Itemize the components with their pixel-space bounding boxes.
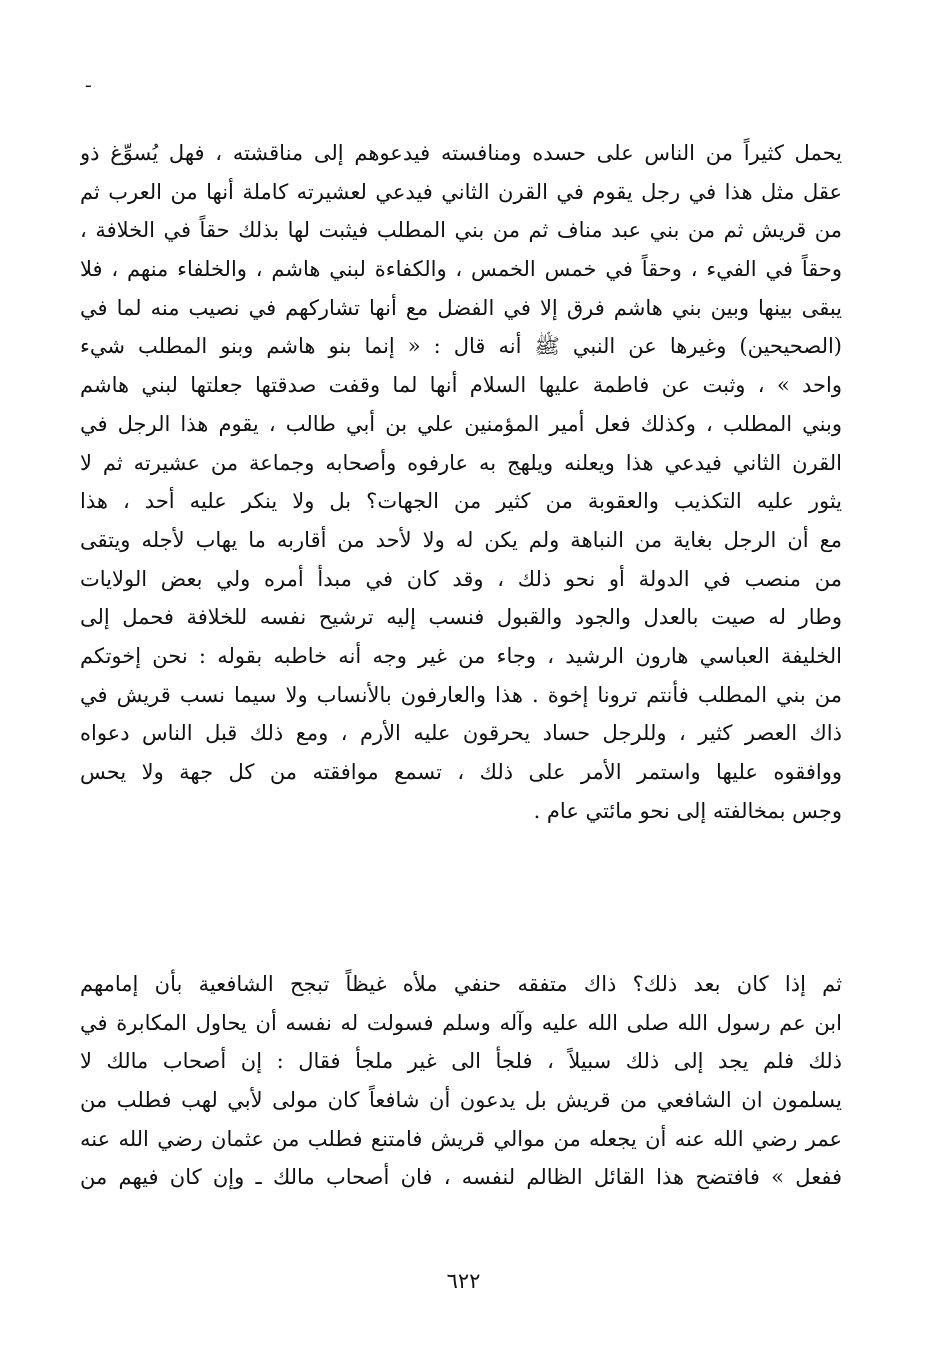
text-line: من بني المطلب فأنتم ترونا إخوة . هذا والعارفون بالأنساب ولا سيما نسب قريش في [80,682,842,707]
text-line: وبني المطلب ، وكذلك فعل أمير المؤمنين علي بن أبي طالب ، يقوم هذا الرجل في [80,411,842,436]
text-line: عقل مثل هذا في رجل يقوم في القرن الثاني فيدعي لعشيرته كاملة أنها من العرب ثم [80,179,842,204]
text-line: القرن الثاني فيدعي هذا ويعلنه ويلهج به عارفوه وأصحابه وجماعة من عشيرته ثم لا [80,450,842,475]
text-line: ذلك فلم يجد إلى ذلك سبيلاً ، فلجأ الى غير ملجأ فقال : إن أصحاب مالك لا [80,1049,842,1074]
text-line: الخليفة العباسي هارون الرشيد ، وجاء من غير وجه أنه خاطبه بقوله : نحن إخوتكم [80,643,842,668]
text-line: يثور عليه التكذيب والعقوبة من كثير من الجهات؟ بل ولا ينكر عليه أحد ، هذا [80,489,842,514]
text-line: ثم إذا كان بعد ذلك؟ ذاك متفقه حنفي ملأه غيظاً تبجح الشافعية بأن إمامهم [80,972,842,996]
text-line: يسلمون ان الشافعي من قريش بل يدعون أن شافعاً كان مولى لأبي لهب فطلب من [80,1088,842,1113]
text-line: وحقاً في الفيء ، وحقاً في خمس الخمس ، والكفاءة لبني هاشم ، والخلفاء منهم ، فلا [80,257,842,282]
text-line: ووافقوه عليها واستمر الأمر على ذلك ، تسمع موافقته من كل جهة ولا يحس [80,760,842,784]
text-line: ذاك العصر كثير ، وللرجل حساد يحرقون عليه الأرم ، ومع ذلك قبل الناس دعواه [80,721,842,746]
text-line: واحد » ، وثبت عن فاطمة عليها السلام أنها لما وقفت صدقتها جعلتها لبني هاشم [80,373,842,398]
text-line: وطار له صيت بالعدل والجود والقبول فنسب إليه ترشيح نفسه للخلافة فحمل إلى [80,605,842,630]
text-line: عمر رضي الله عنه أن يجعله من موالي قريش فامتنع فطلب من عثمان رضي الله عنه [80,1126,842,1151]
page-number: ٦٢٢ [446,1269,481,1293]
text-line: وجس بمخالفته إلى نحو مائتي عام . [533,798,842,823]
ink-mark: ـ [86,72,91,91]
text-line: ففعل » فافتضح هذا القائل الظالم لنفسه ، فان أصحاب مالك ـ وإن كان فيهم من [80,1165,842,1190]
text-line: من قريش ثم من بني عبد مناف ثم من بني المطلب فيثبت لها بذلك حقاً في الخلافة ، [80,218,842,243]
text-line: مع أن الرجل بغاية من النباهة ولم يكن له ولا لأحد من أقاربه ما يهاب لأجله ويتقى [80,527,842,552]
text-line: من منصب في الدولة أو نحو ذلك ، وقد كان في مبدأ أمره ولي بعض الولايات [80,566,842,591]
text-line: (الصحيحين) وغيرها عن النبي ﷺ أنه قال : « إنما بنو هاشم وبنو المطلب شيء [80,334,842,359]
paragraph-2 [80,965,842,1197]
text-line: يبقى بينها وبين بني هاشم فرق إلا في الفضل مع أنها تشاركهم في نصيب منه لما في [80,295,842,320]
text-line: ابن عم رسول الله صلى الله عليه وآله وسلم فسولت له نفسه أن يحاول المكابرة في [80,1010,842,1035]
paragraph-1 [80,134,842,830]
text-line: يحمل كثيراً من الناس على حسده ومنافسته فيدعوهم إلى مناقشته ، فهل يُسوِّغ ذو [80,141,842,165]
